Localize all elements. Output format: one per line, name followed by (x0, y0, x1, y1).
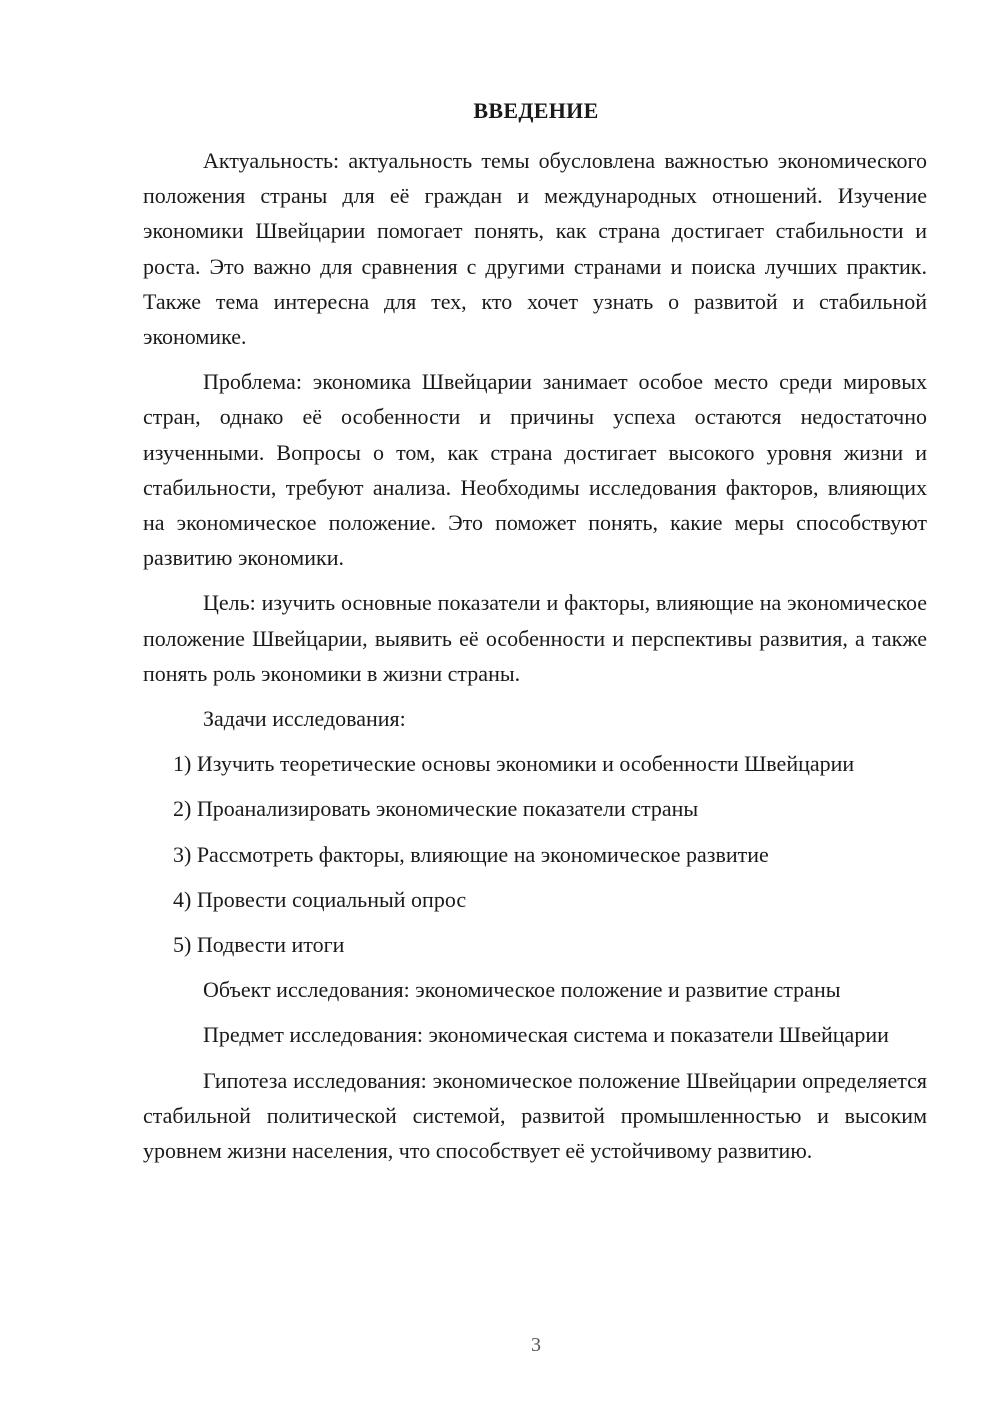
task-item-3: 3) Рассмотреть факторы, влияющие на экономическое развитие (173, 841, 769, 867)
page-number: 3 (531, 1334, 541, 1356)
paragraph-object: Объект исследования: экономическое положение и развитие страны (203, 977, 841, 1003)
task-item-2: 2) Проанализировать экономические показатели страны (173, 796, 699, 822)
page-title: ВВЕДЕНИЕ (473, 98, 599, 123)
paragraph-hypothesis: Гипотеза исследования: экономическое положение Швейцарии определяется стабильной политической системой, развитой промышленностью и высоким уровнем жизни населения, что способствует её устойчивому развитию. (143, 1067, 927, 1164)
task-item-5: 5) Подвести итоги (173, 932, 345, 958)
paragraph-subject: Предмет исследования: экономическая система и показатели Швейцарии (203, 1022, 889, 1048)
document-body (143, 143, 927, 1178)
tasks-heading: Задачи исследования: (203, 706, 406, 732)
task-item-1: 1) Изучить теоретические основы экономики и особенности Швейцарии (173, 751, 855, 777)
paragraph-goal: Цель: изучить основные показатели и факторы, влияющие на экономическое положение Швейцарии, выявить её особенности и перспективы развития, а также понять роль экономики в жизни страны. (143, 590, 927, 686)
paragraph-problem: Проблема: экономика Швейцарии занимает особое место среди мировых стран, однако её особенности и причины успеха остаются недостаточно изученными. Вопросы о том, как страна достигает высокого уровня жизни и стабильности, требуют анализа. Необходимы исследования факторов, влияющих на экономическое положение. Это поможет понять, какие меры способствуют развитию экономики. (143, 369, 927, 571)
task-item-4: 4) Провести социальный опрос (173, 886, 467, 912)
paragraph-relevance: Актуальность: актуальность темы обусловлена важностью экономического положения страны для её граждан и международных отношений. Изучение экономики Швейцарии помогает понять, как страна достигает стабильности и роста. Это важно для сравнения с другими странами и поиска лучших практик. Также тема интересна для тех, кто хочет узнать о развитой и стабильной экономике. (143, 148, 927, 350)
